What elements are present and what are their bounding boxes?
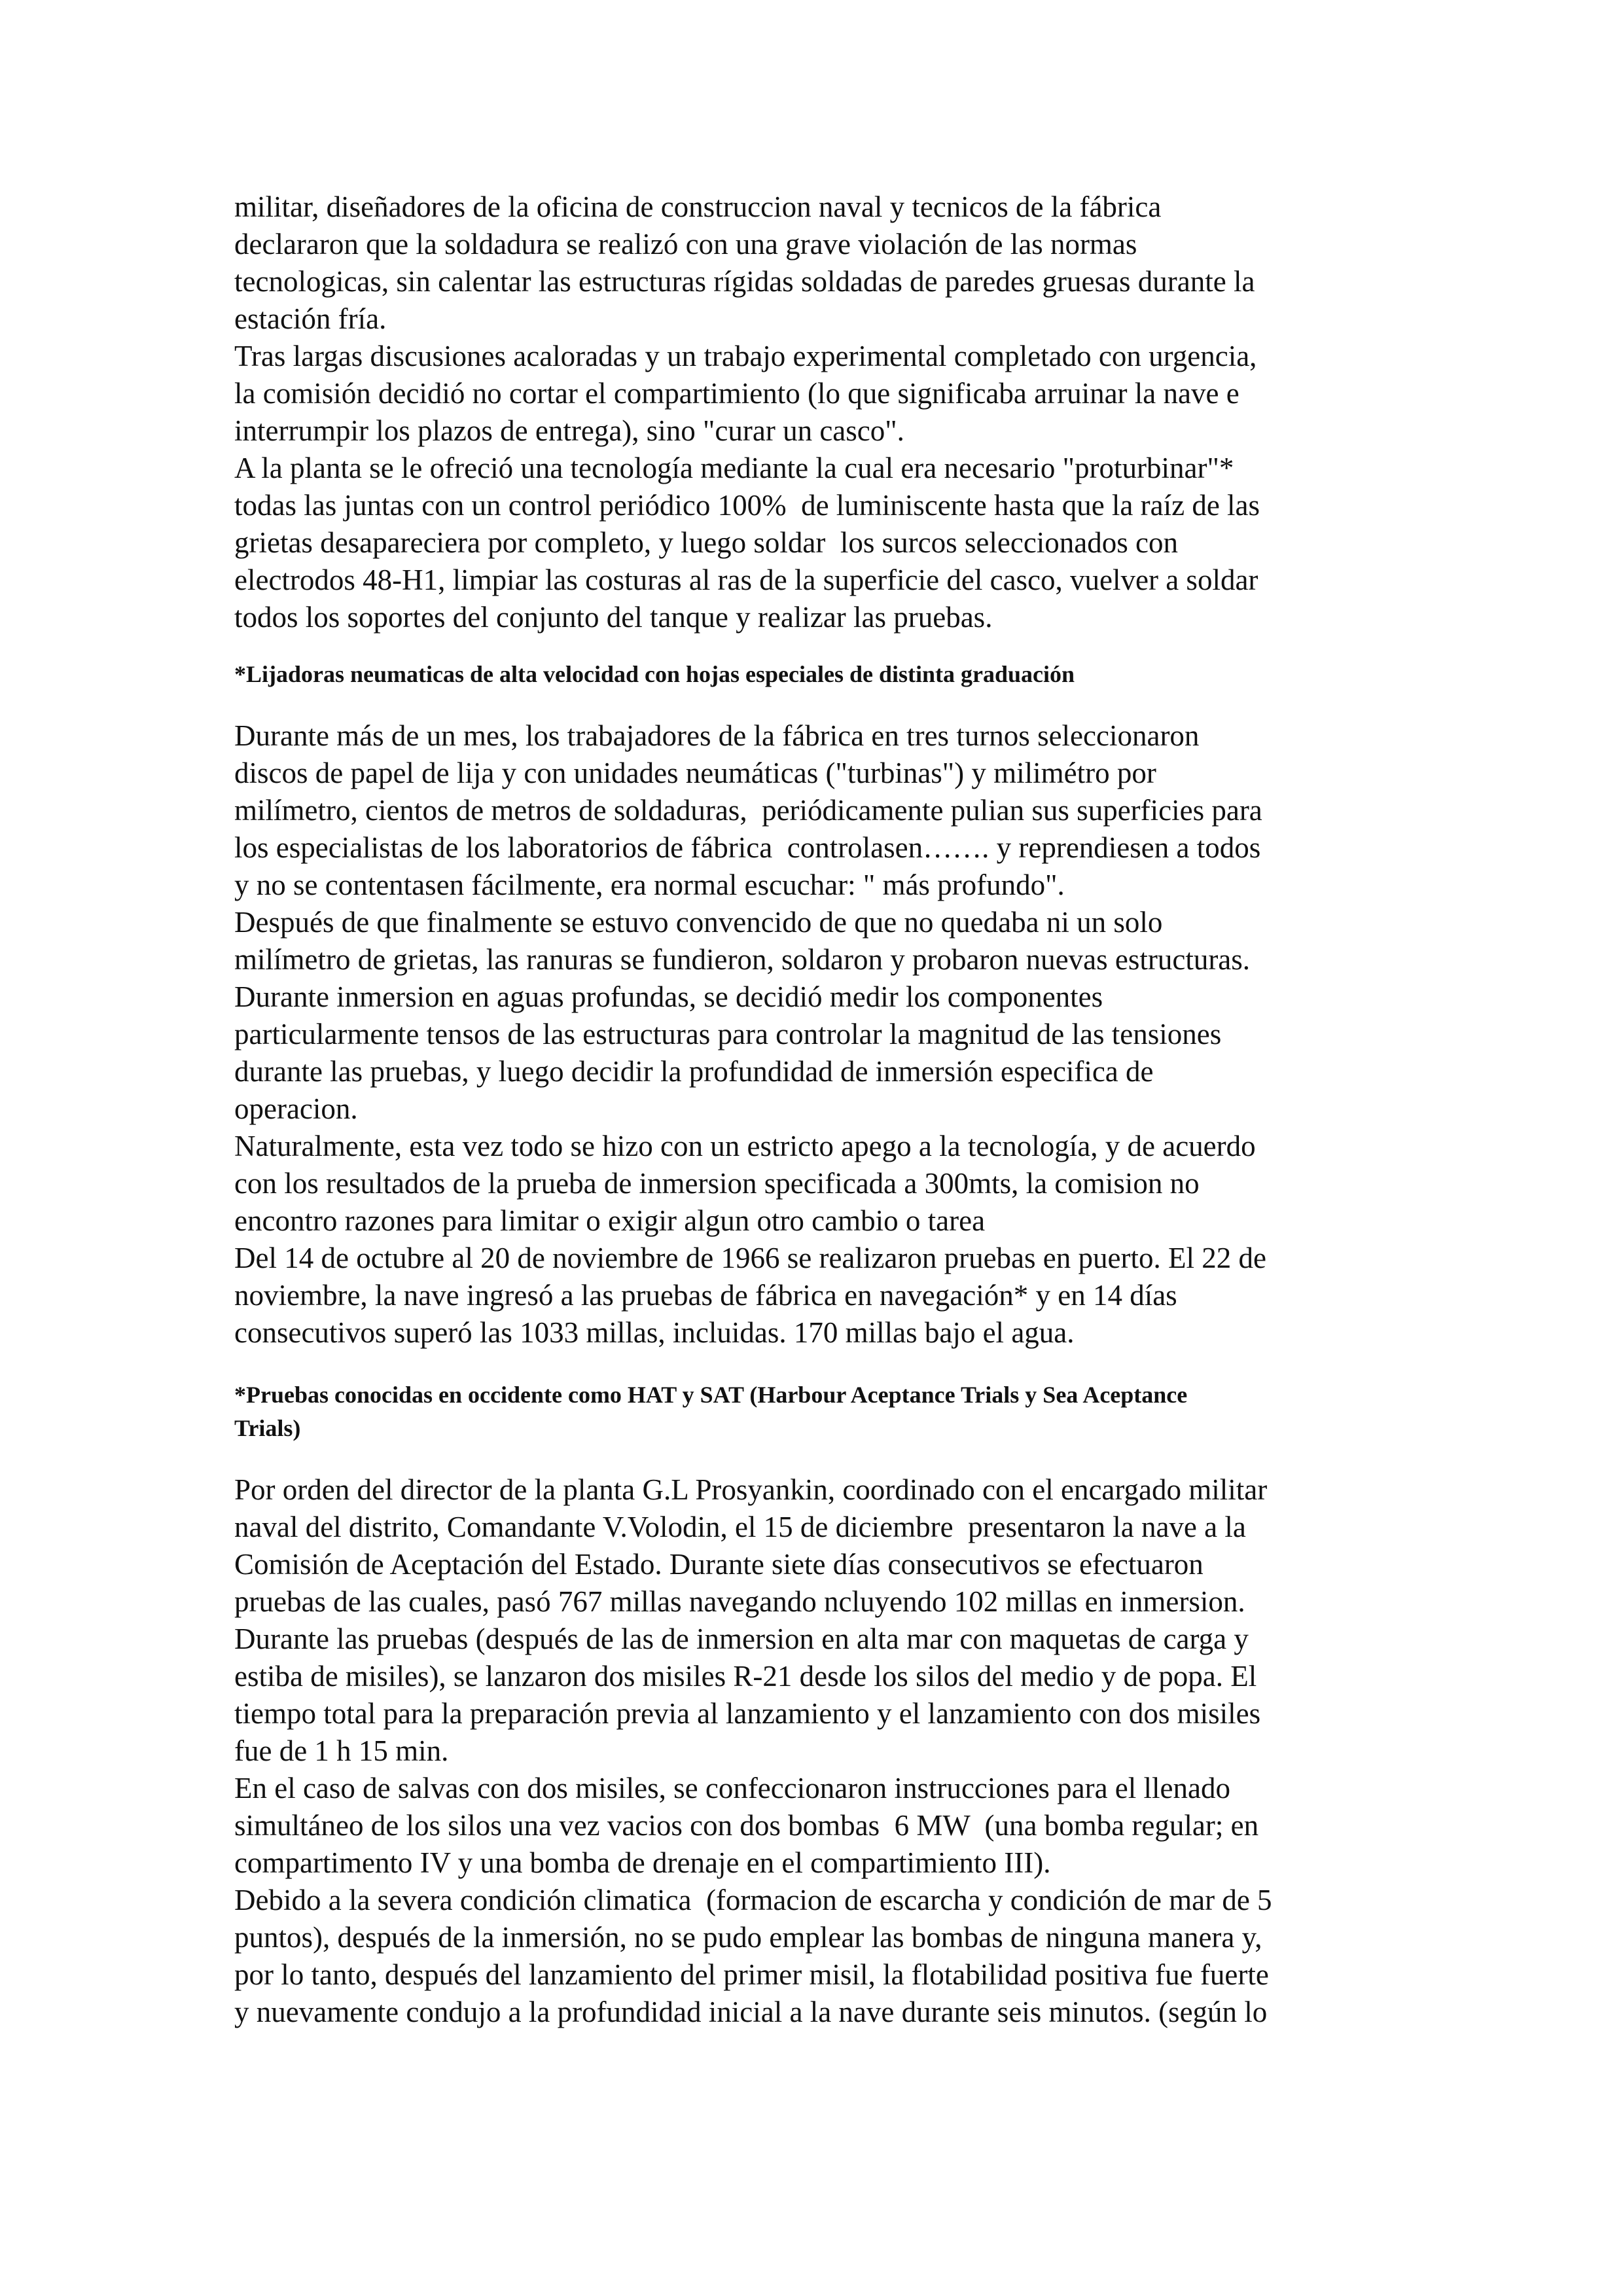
text-line: los especialistas de los laboratorios de fábrica controlasen……. y reprendiesen a todos [234,831,1261,864]
text-line: consecutivos superó las 1033 millas, incluidas. 170 millas bajo el agua. [234,1316,1075,1349]
text-line: tiempo total para la preparación previa al lanzamiento y el lanzamiento con dos misiles [234,1697,1261,1730]
text-line: la comisión decidió no cortar el compartimiento (lo que significaba arruinar la nave e [234,377,1240,410]
text-line: simultáneo de los silos una vez vacios con dos bombas 6 MW (una bomba regular; en [234,1809,1259,1842]
text-line: interrumpir los plazos de entrega), sino "curar un casco". [234,414,904,447]
text-line: por lo tanto, después del lanzamiento del primer misil, la flotabilidad positiva fue fuerte [234,1958,1269,1991]
text-line: pruebas de las cuales, pasó 767 millas navegando ncluyendo 102 millas en inmersion. [234,1585,1245,1618]
text-line: todas las juntas con un control periódico 100% de luminiscente hasta que la raíz de las [234,489,1260,522]
text-line: discos de papel de lija y con unidades neumáticas ("turbinas") y milimétro por [234,757,1156,789]
text-line: y nuevamente condujo a la profundidad inicial a la nave durante seis minutos. (según lo [234,1996,1268,2028]
text-line: Naturalmente, esta vez todo se hizo con un estricto apego a la tecnología, y de acuerdo [234,1130,1256,1162]
body-text-block-2 [234,717,1412,1352]
footnote-line: *Pruebas conocidas en occidente como HAT y SAT (Harbour Aceptance Trials y Sea Aceptance [234,1382,1188,1408]
footnote-turbine-sanders [234,658,1412,691]
text-line: milímetro de grietas, las ranuras se fundieron, soldaron y probaron nuevas estructuras. [234,943,1251,976]
text-line: particularmente tensos de las estructuras para controlar la magnitud de las tensiones [234,1018,1222,1050]
text-line: milímetro, cientos de metros de soldaduras, periódicamente pulian sus superficies para [234,794,1262,827]
footnote-line: Trials) [234,1415,301,1441]
text-line: durante las pruebas, y luego decidir la profundidad de inmersión especifica de [234,1055,1154,1088]
text-line: Durante más de un mes, los trabajadores de la fábrica en tres turnos seleccionaron [234,719,1200,752]
text-line: naval del distrito, Comandante V.Volodin, el 15 de diciembre presentaron la nave a la [234,1511,1246,1543]
text-line: militar, diseñadores de la oficina de construccion naval y tecnicos de la fábrica [234,190,1162,223]
footnote-hat-sat-trials [234,1378,1412,1445]
text-line: encontro razones para limitar o exigir algun otro cambio o tarea [234,1204,986,1237]
text-line: Durante inmersion en aguas profundas, se decidió medir los componentes [234,980,1103,1013]
text-line: fue de 1 h 15 min. [234,1734,449,1767]
text-line: Por orden del director de la planta G.L Prosyankin, coordinado con el encargado militar [234,1473,1268,1506]
text-line: A la planta se le ofreció una tecnología mediante la cual era necesario "proturbinar"* [234,452,1234,484]
text-line: compartimento IV y una bomba de drenaje en el compartimiento III). [234,1846,1051,1879]
text-line: Debido a la severa condición climatica (formacion de escarcha y condición de mar de 5 [234,1884,1272,1916]
text-line: y no se contentasen fácilmente, era normal escuchar: " más profundo". [234,869,1065,901]
text-line: Durante las pruebas (después de las de inmersion en alta mar con maquetas de carga y [234,1623,1249,1655]
footnote-line: *Lijadoras neumaticas de alta velocidad con hojas especiales de distinta graduación [234,661,1075,687]
text-line: todos los soportes del conjunto del tanque y realizar las pruebas. [234,601,993,634]
text-line: con los resultados de la prueba de inmersion specificada a 300mts, la comision no [234,1167,1200,1200]
text-line: grietas desapareciera por completo, y luego soldar los surcos seleccionados con [234,526,1178,559]
body-text-block-1 [234,188,1412,636]
text-line: Tras largas discusiones acaloradas y un trabajo experimental completado con urgencia, [234,340,1257,372]
text-line: noviembre, la nave ingresó a las pruebas de fábrica en navegación* y en 14 días [234,1279,1177,1312]
text-line: tecnologicas, sin calentar las estructuras rígidas soldadas de paredes gruesas durante la [234,265,1255,298]
text-line: electrodos 48-H1, limpiar las costuras al ras de la superficie del casco, vuelver a soldar [234,564,1258,596]
text-line: Después de que finalmente se estuvo convencido de que no quedaba ni un solo [234,906,1163,939]
text-line: estiba de misiles), se lanzaron dos misiles R-21 desde los silos del medio y de popa. El [234,1660,1257,1693]
text-line: En el caso de salvas con dos misiles, se confeccionaron instrucciones para el llenado [234,1772,1230,1804]
text-line: operacion. [234,1092,358,1125]
body-text-block-3 [234,1471,1412,2031]
text-line: puntos), después de la inmersión, no se pudo emplear las bombas de ninguna manera y, [234,1921,1262,1954]
text-line: estación fría. [234,302,387,335]
text-line: declararon que la soldadura se realizó con una grave violación de las normas [234,228,1137,260]
text-line: Del 14 de octubre al 20 de noviembre de 1966 se realizaron pruebas en puerto. El 22 de [234,1242,1266,1274]
text-line: Comisión de Aceptación del Estado. Durante siete días consecutivos se efectuaron [234,1548,1204,1581]
document-body [234,188,1412,2031]
